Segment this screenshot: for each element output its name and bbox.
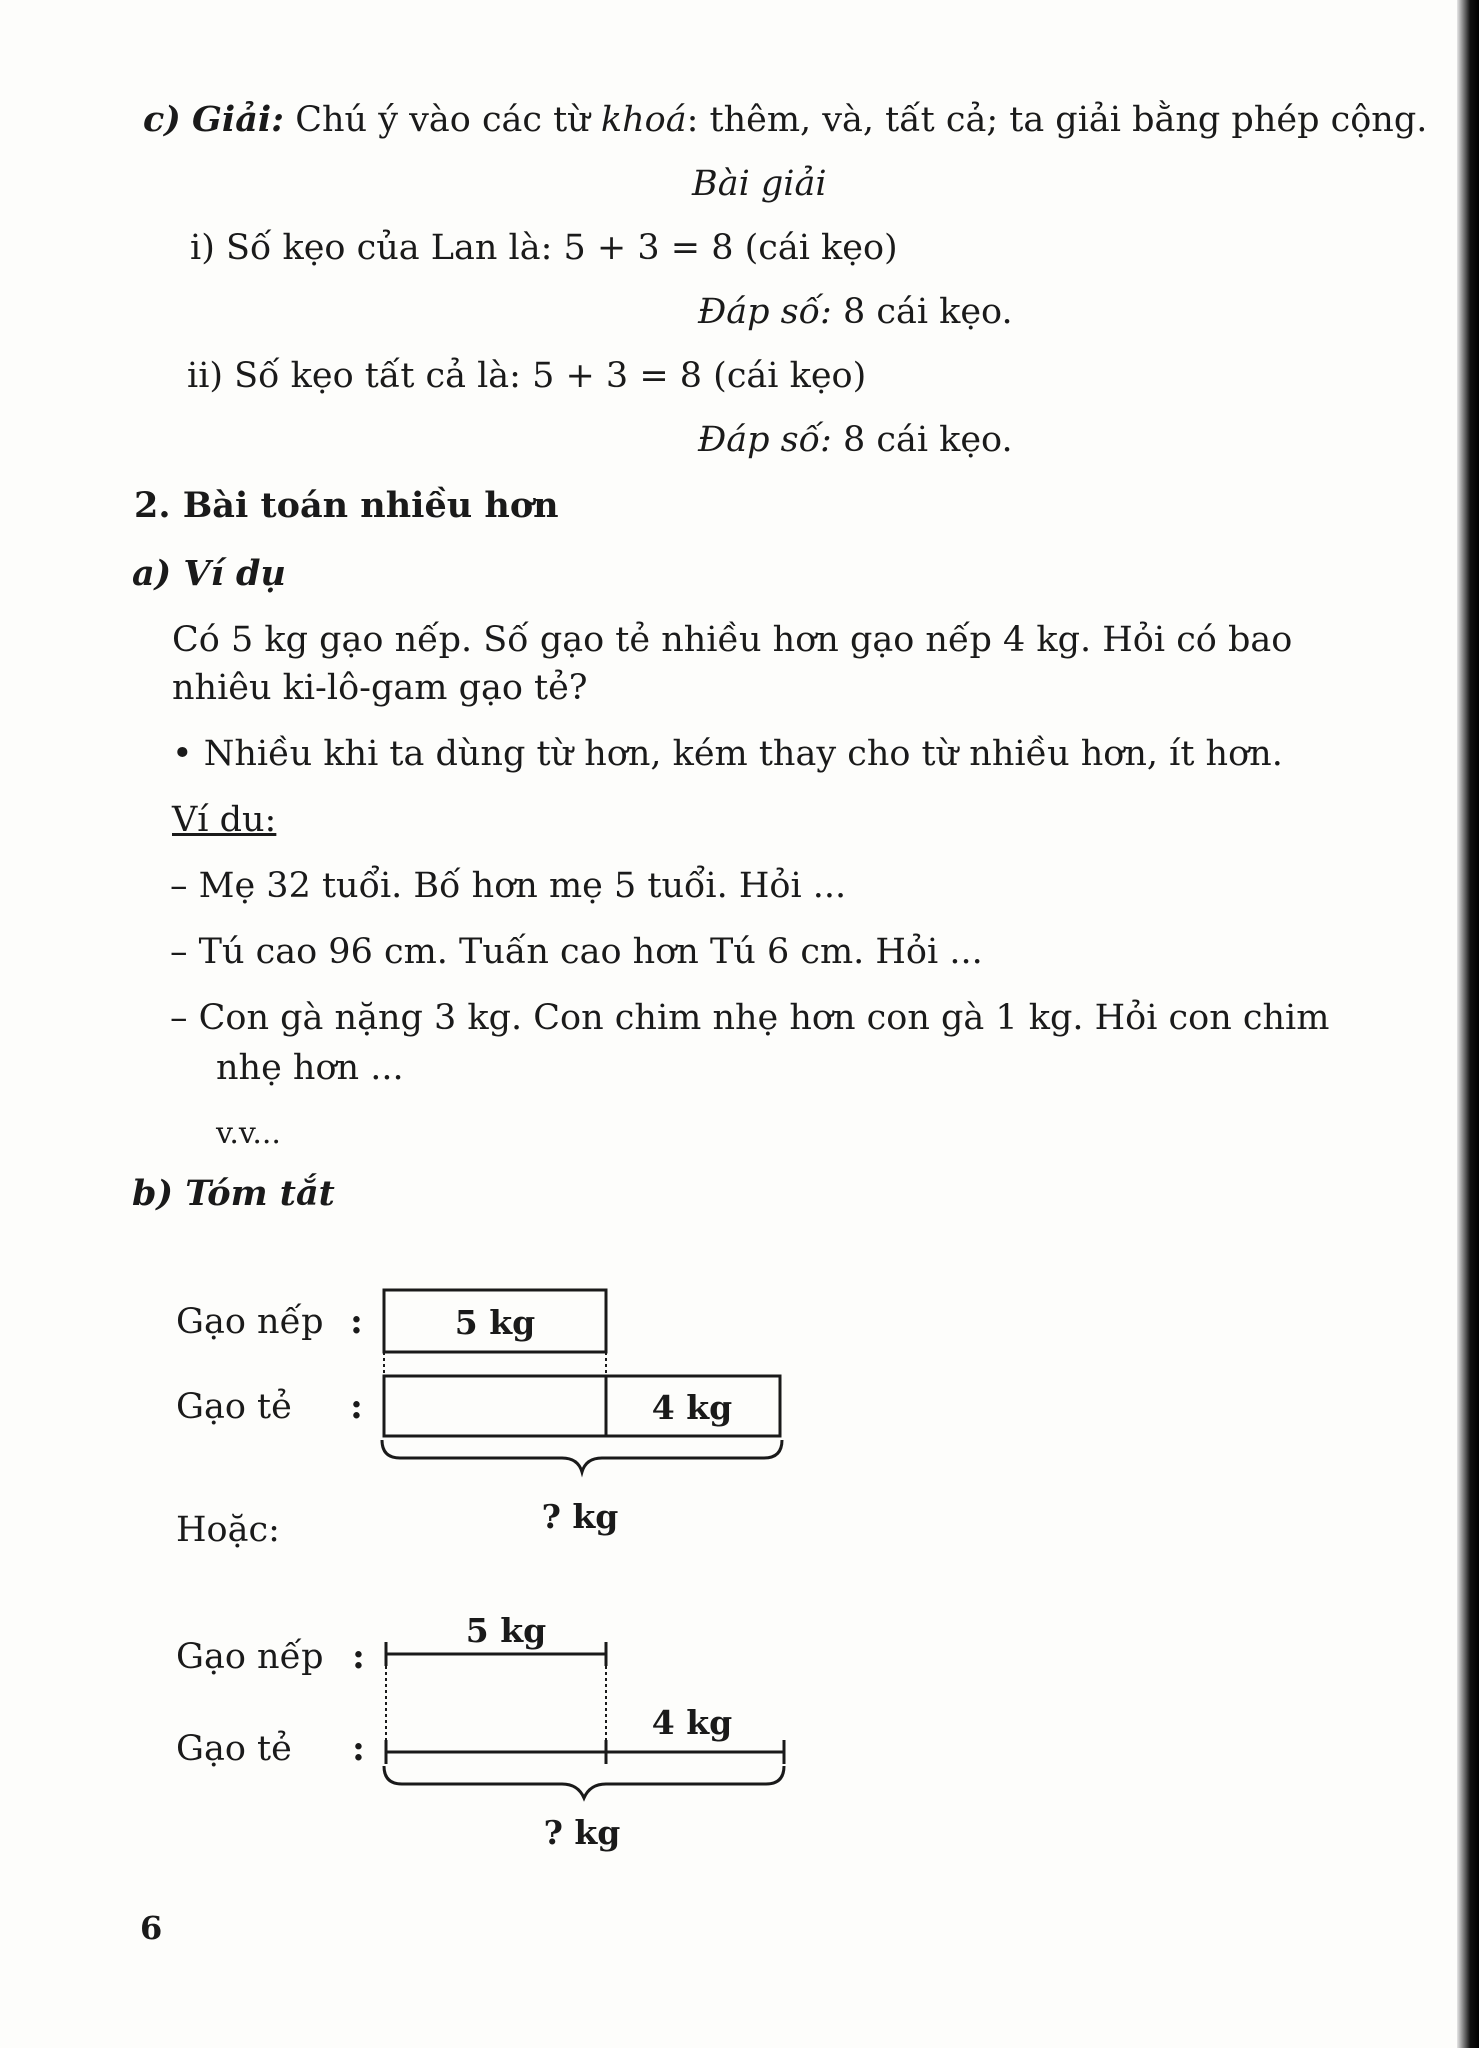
example-line-1: – Mẹ 32 tuổi. Bố hơn mẹ 5 tuổi. Hỏi ... bbox=[170, 866, 847, 906]
diagram2-seg1-value: 5 kg bbox=[465, 1611, 547, 1650]
page-number: 6 bbox=[140, 1909, 163, 1947]
diagram2-total-brace bbox=[384, 1766, 784, 1798]
example-line-4: nhẹ hơn ... bbox=[216, 1048, 404, 1088]
solution-title: Bài giải bbox=[692, 164, 827, 204]
diagram2-row1-label: Gạo nếp bbox=[176, 1637, 324, 1677]
example-line-3: – Con gà nặng 3 kg. Con chim nhẹ hơn con gà 1 kg. Hỏi con chim bbox=[170, 998, 1330, 1038]
diagram1-total: ? kg bbox=[541, 1497, 619, 1536]
section-c-label-word: Giải: bbox=[192, 99, 285, 140]
section-c-keyword: khoá bbox=[600, 100, 687, 140]
answer-2-value: 8 cái kẹo. bbox=[831, 420, 1013, 460]
solution-line-2: ii) Số kẹo tất cả là: 5 + 3 = 8 (cái kẹo) bbox=[187, 356, 867, 396]
diagram1-total-brace bbox=[382, 1440, 782, 1472]
diagram1-box1-value: 5 kg bbox=[454, 1303, 536, 1342]
section-c-text-before: Chú ý vào các từ bbox=[284, 100, 601, 140]
diagram1-row1-label: Gạo nếp bbox=[176, 1302, 324, 1342]
diagram1-row2-colon: : bbox=[350, 1386, 363, 1427]
diagram2-row2-colon: : bbox=[352, 1728, 365, 1769]
answer-2 bbox=[698, 418, 1013, 462]
diagram1-box-empty bbox=[384, 1376, 606, 1436]
or-label: Hoặc: bbox=[176, 1510, 280, 1550]
diagram2-row2-label: Gạo tẻ bbox=[176, 1729, 292, 1769]
subsection-b-heading: b) Tóm tắt bbox=[132, 1173, 335, 1214]
section-c-intro bbox=[143, 98, 1427, 142]
diagram1-row2-label: Gạo tẻ bbox=[176, 1387, 292, 1427]
section-c-text-after: : thêm, và, tất cả; ta giải bằng phép cộng. bbox=[686, 100, 1428, 140]
etc-text: v.v... bbox=[216, 1116, 281, 1151]
diagram1-row1-colon: : bbox=[350, 1301, 363, 1342]
section-c-label: c) bbox=[143, 99, 181, 140]
summary-diagram-segments bbox=[0, 1590, 900, 1870]
solution-line-1: i) Số kẹo của Lan là: 5 + 3 = 8 (cái kẹo) bbox=[190, 228, 898, 268]
subsection-a-heading: a) Ví dụ bbox=[132, 553, 286, 594]
section-2-heading: 2. Bài toán nhiều hơn bbox=[134, 485, 559, 526]
answer-2-label: Đáp số: bbox=[698, 420, 832, 460]
bullet-note: • Nhiều khi ta dùng từ hơn, kém thay cho từ nhiều hơn, ít hơn. bbox=[172, 734, 1283, 774]
answer-1-label: Đáp số: bbox=[698, 292, 832, 332]
problem-line-2: nhiêu ki-lô-gam gạo tẻ? bbox=[172, 668, 588, 708]
answer-1-value: 8 cái kẹo. bbox=[831, 292, 1013, 332]
diagram1-box2-value: 4 kg bbox=[651, 1388, 733, 1427]
problem-line-1: Có 5 kg gạo nếp. Số gạo tẻ nhiều hơn gạo nếp 4 kg. Hỏi có bao bbox=[172, 620, 1293, 660]
diagram2-total: ? kg bbox=[543, 1813, 621, 1852]
page-edge-shadow bbox=[1457, 0, 1479, 2048]
summary-diagram-boxes bbox=[0, 1270, 900, 1540]
diagram2-seg2-value: 4 kg bbox=[651, 1703, 733, 1742]
example-label: Ví du: bbox=[172, 800, 277, 840]
example-line-2: – Tú cao 96 cm. Tuấn cao hơn Tú 6 cm. Hỏi ... bbox=[170, 932, 983, 972]
diagram2-row1-colon: : bbox=[352, 1636, 365, 1677]
answer-1 bbox=[698, 290, 1013, 334]
